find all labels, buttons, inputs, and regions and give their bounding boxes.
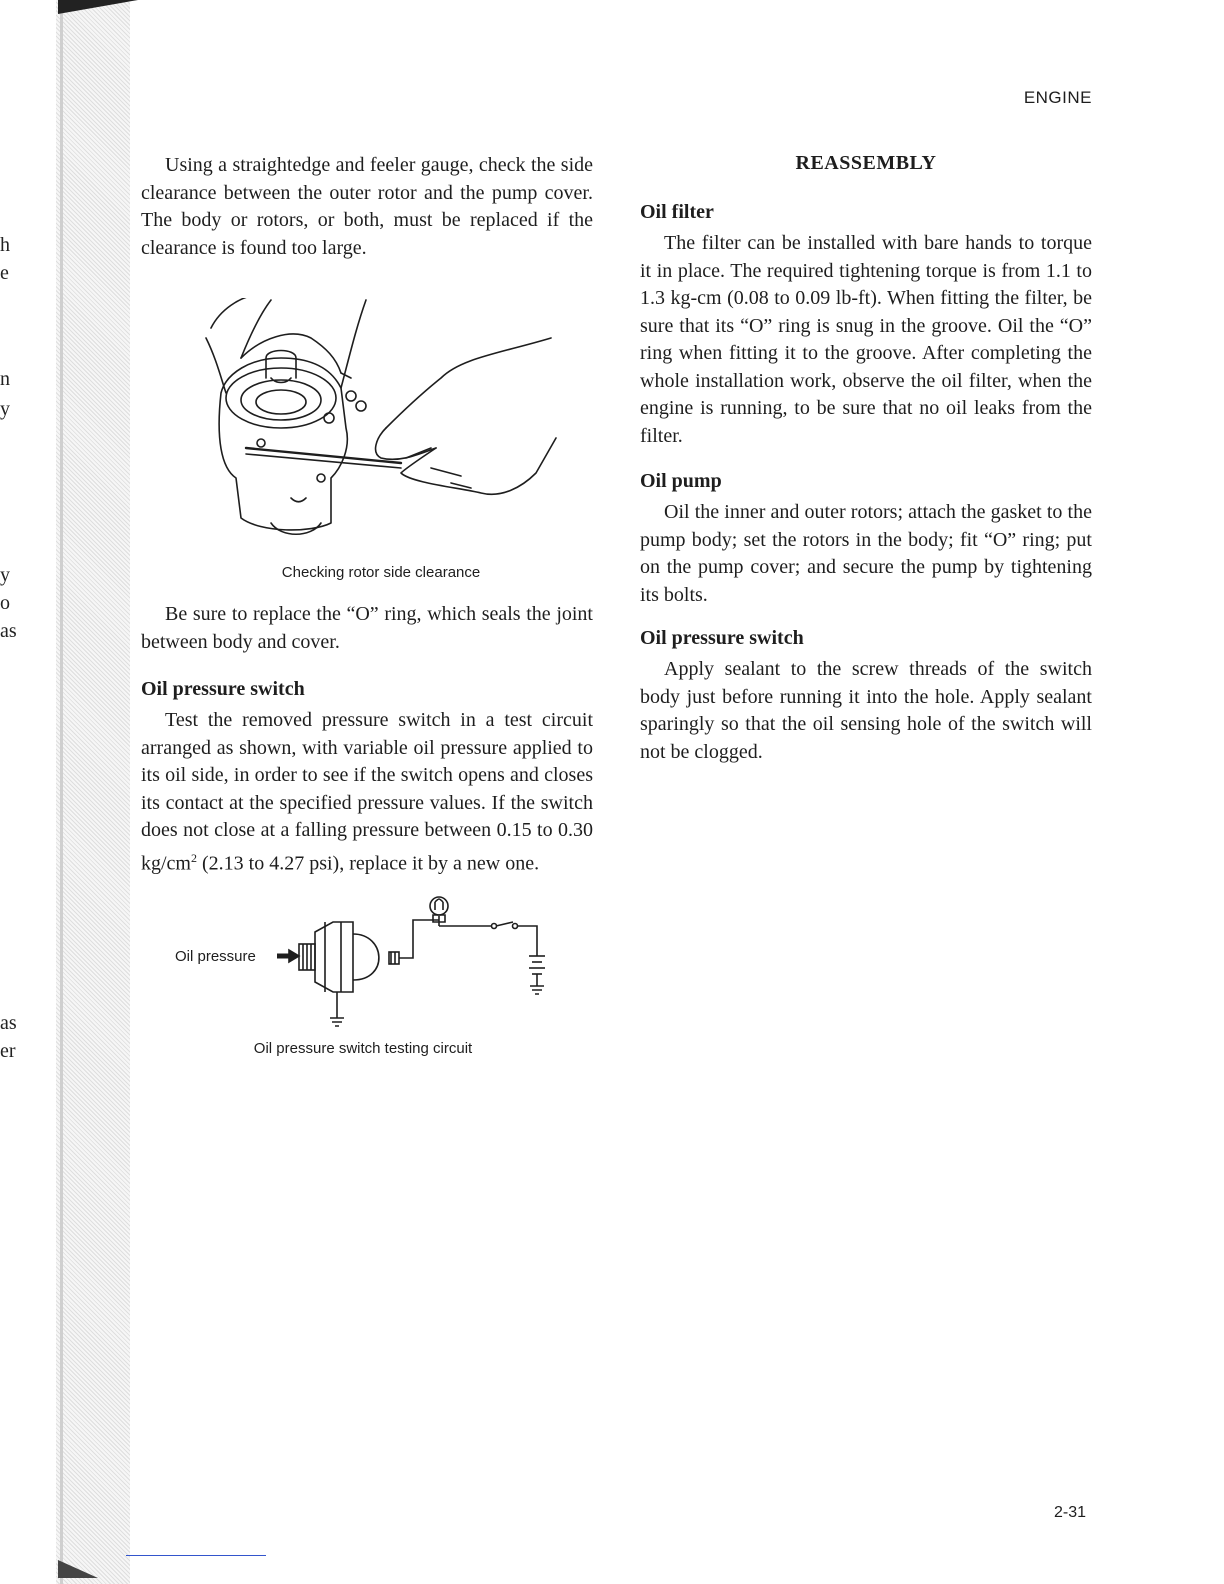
- binding-edge: [60, 0, 63, 1584]
- switch-test-text-cont: (2.13 to 4.27 psi), replace it by a new one.: [197, 852, 540, 875]
- margin-fragment: y: [0, 564, 10, 586]
- switch-circuit-figure: [141, 892, 593, 1057]
- margin-fragment: as: [0, 620, 17, 642]
- oil-pump-heading: Oil pump: [640, 470, 722, 492]
- oil-pressure-switch-paragraph: Apply sealant to the screw threads of the switch body just before running it into the hole. Apply sealant sparingly so that the oil sensing hole of the switch will not be clogged.: [640, 658, 1092, 763]
- section-header: ENGINE: [1023, 88, 1092, 107]
- rotor-clearance-illustration: [201, 298, 561, 548]
- oil-pressure-switch-heading: Oil pressure switch: [141, 678, 305, 700]
- corner-mark: [58, 0, 138, 14]
- margin-fragment: y: [0, 398, 10, 420]
- corner-mark-bottom: [58, 1560, 98, 1578]
- figure1-caption: Checking rotor side clearance: [281, 564, 481, 581]
- oil-filter-heading: Oil filter: [640, 201, 714, 223]
- margin-fragment: er: [0, 1040, 16, 1062]
- oil-pump-paragraph: Oil the inner and outer rotors; attach the gasket to the pump body; set the rotors in the body; fit “O” ring; put on the pump cover; and secure the pump by tightening its bolts.: [640, 501, 1092, 606]
- footer-line: [126, 1555, 266, 1556]
- switch-test-paragraph: [141, 707, 593, 878]
- previous-page-margin-fragments: [0, 0, 20, 1584]
- oil-filter-paragraph: The filter can be installed with bare hands to torque it in place. The required tightening torque is from 1.1 to 1.3 kg-cm (0.08 to 0.09 lb-ft). When fitting the filter, be sure that its “O” ring is snug in the groove. Oil the “O” ring when fitting it to the groove. After completing the whole installation work, observe the oil filter, when the engine is running, to be sure that no oil leaks from the filter.: [640, 232, 1092, 447]
- unit-superscript: 2: [191, 850, 197, 865]
- margin-fragment: e: [0, 262, 9, 284]
- rotor-clearance-figure: [201, 298, 561, 581]
- oil-pressure-label: Oil pressure: [175, 947, 256, 965]
- right-column: [640, 152, 1092, 766]
- reassembly-title: REASSEMBLY: [795, 152, 937, 174]
- page-number: 2-31: [1053, 1504, 1086, 1521]
- figure2-caption: Oil pressure switch testing circuit: [253, 1039, 473, 1057]
- switch-circuit-diagram: [141, 892, 593, 1032]
- margin-fragment: n: [0, 368, 10, 390]
- margin-fragment: o: [0, 592, 10, 614]
- switch-test-text: Test the removed pressure switch in a test circuit arranged as shown, with variable oil pressure applied to its oil side, in order to see if the switch opens and closes its contact at the specified pressure values. If the switch does not close at a falling pressure between 0.15 to 0.30 kg/cm: [141, 709, 593, 875]
- oil-pressure-switch-reassembly-heading: Oil pressure switch: [640, 627, 804, 649]
- binding-gutter: [56, 0, 130, 1584]
- left-column: [141, 152, 593, 1057]
- margin-fragment: as: [0, 1012, 17, 1034]
- side-clearance-paragraph: Using a straightedge and feeler gauge, check the side clearance between the outer rotor and the pump cover. The body or rotors, or both, must be replaced if the clearance is found too large.: [141, 154, 593, 259]
- o-ring-paragraph: Be sure to replace the “O” ring, which seals the joint between body and cover.: [141, 603, 593, 653]
- margin-fragment: h: [0, 234, 10, 256]
